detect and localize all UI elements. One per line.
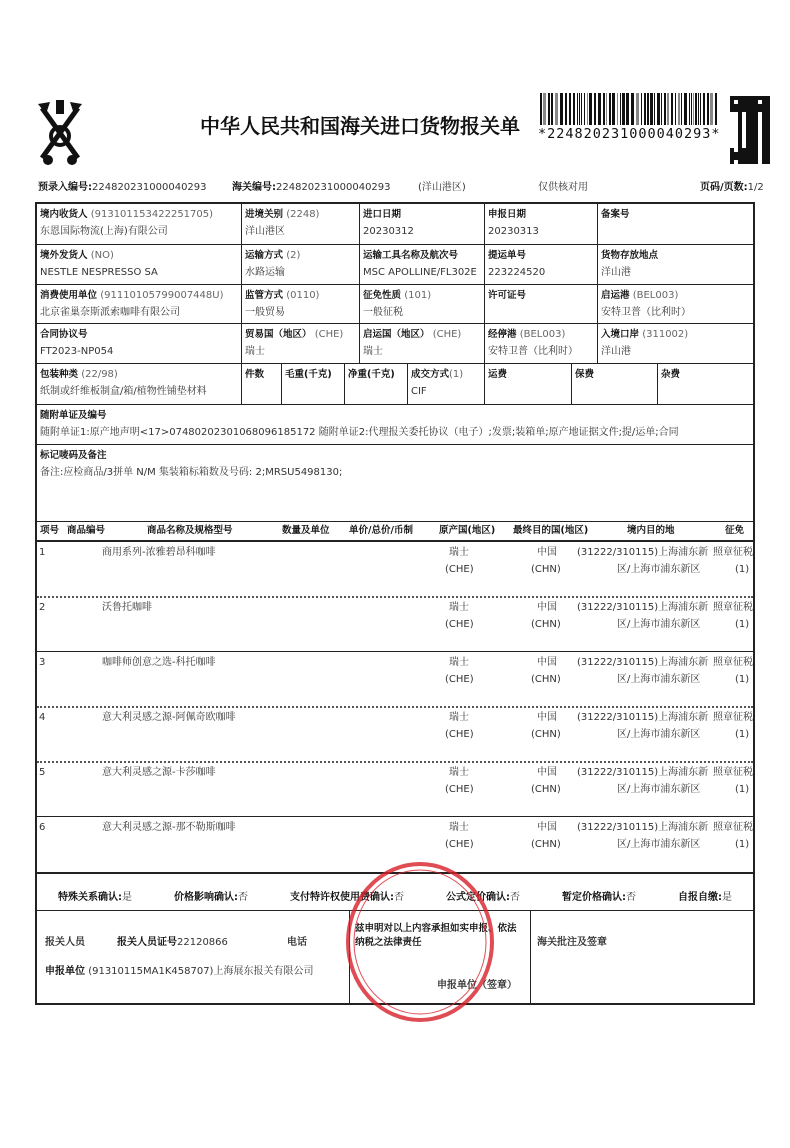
code: (101): [404, 290, 432, 301]
label: 运输工具名称及航次号: [363, 250, 459, 261]
form-title: 中华人民共和国海关进口货物报关单: [200, 114, 520, 138]
item-destination: 中国: [537, 657, 557, 668]
qr-code-icon: [730, 96, 770, 164]
barcode-text: *224820231000040293*: [538, 126, 721, 142]
item-destination-code: (CHN): [531, 674, 561, 685]
item-domestic-dest: (31222/310115)上海浦东新: [577, 657, 709, 668]
page-number: 1/2: [747, 182, 764, 193]
label: 入境口岸: [601, 329, 640, 340]
stop-port-value: 安特卫普（比利时）: [488, 346, 578, 357]
formula-price-label: 公式定价确认:: [446, 892, 510, 903]
code: (BEL003): [519, 329, 566, 340]
customs-no-label: 海关编号:: [232, 182, 276, 193]
code: (0110): [286, 290, 320, 301]
item-origin-code: (CHE): [445, 729, 474, 740]
label: 成交方式: [411, 369, 450, 380]
col-quantity: 数量及单位: [282, 525, 330, 536]
self-payment-label: 自报自缴:: [678, 892, 722, 903]
item-origin: 瑞士: [449, 822, 469, 833]
label: 运费: [488, 369, 508, 380]
declaration-table: [35, 202, 755, 1005]
import-date-cell: [360, 204, 485, 245]
item-domestic-dest-2: 区/上海市浦东新区: [617, 784, 701, 795]
declare-date-cell: [485, 204, 598, 245]
declaring-unit-code: (91310115MA1K458707): [88, 966, 214, 977]
consignor-value: NESTLE NESPRESSO SA: [40, 267, 158, 278]
special-relation-label: 特殊关系确认:: [58, 892, 122, 903]
bl-no-value: 223224520: [488, 267, 546, 278]
item-destination: 中国: [537, 767, 557, 778]
barcode-icon: [540, 93, 720, 125]
item-levy: 照章征税: [713, 712, 753, 723]
col-price: 单价/总价/币制: [349, 525, 413, 536]
check-only-note: 仅供核对用: [538, 182, 588, 193]
col-levy: 征免: [725, 525, 745, 536]
pre-entry-no: 224820231000040293: [92, 182, 207, 193]
misc-fee-cell: [658, 364, 753, 405]
supervision-value: 一般贸易: [245, 307, 285, 318]
license-cell: [485, 285, 598, 324]
item-destination: 中国: [537, 822, 557, 833]
declaration-statement: 兹申明对以上内容承担如实申报、依法纳税之法律责任: [355, 923, 517, 948]
item-origin-code: (CHE): [445, 784, 474, 795]
item-domestic-dest-2: 区/上海市浦东新区: [617, 619, 701, 630]
item-name: 沃鲁托咖啡: [102, 602, 152, 613]
label: 随附单证及编号: [40, 410, 107, 421]
label: 许可证号: [488, 290, 527, 301]
item-no: 3: [39, 657, 46, 668]
item-row: [37, 817, 753, 872]
code: (NO): [90, 250, 114, 261]
seal-label: 申报单位（签章）: [437, 980, 517, 991]
item-levy: 照章征税: [713, 822, 753, 833]
customs-emblem-icon: [36, 98, 84, 168]
packaging-value: 纸制或纤维板制盒/箱/植物性铺垫材料: [40, 386, 207, 397]
entry-port-cell: [598, 324, 753, 364]
import-date-value: 20230312: [363, 226, 414, 237]
label: 消费使用单位: [40, 290, 98, 301]
item-row: [37, 652, 753, 707]
code: (913101153422251705): [90, 209, 214, 220]
item-levy-code: (1): [735, 729, 750, 740]
col-code: 商品编号: [67, 525, 106, 536]
item-domestic-dest: (31222/310115)上海浦东新: [577, 547, 709, 558]
code: (2248): [286, 209, 320, 220]
label: 运输方式: [245, 250, 284, 261]
item-destination-code: (CHN): [531, 619, 561, 630]
label: 境内收货人: [40, 209, 88, 220]
levy-cell: [360, 285, 485, 324]
code: (CHE): [314, 329, 344, 340]
item-levy: 照章征税: [713, 657, 753, 668]
customs-no: 224820231000040293: [276, 182, 391, 193]
supervision-cell: [242, 285, 360, 324]
entry-port-value: 洋山港: [601, 346, 631, 357]
page-label: 页码/页数:: [700, 182, 748, 193]
col-item-no: 项号: [40, 525, 60, 536]
col-destination: 最终目的国(地区): [513, 525, 589, 536]
item-origin-code: (CHE): [445, 564, 474, 575]
item-levy-code: (1): [735, 839, 750, 850]
item-row: [37, 542, 753, 597]
label: 合同协议号: [40, 329, 88, 340]
divider: [530, 911, 531, 1003]
bl-no-cell: [485, 245, 598, 285]
col-domestic-dest: 境内目的地: [627, 525, 675, 536]
documents-value: 随附单证1:原产地声明<17>07480202301068096185172 随附单证2:代理报关委托协议（电子）;发票;装箱单;原产地证据文件;提/运单;合同: [40, 427, 679, 438]
label: 启运港: [601, 290, 630, 301]
label: 启运国（地区）: [363, 329, 430, 340]
insurance-cell: [572, 364, 658, 405]
phone-label: 电话: [287, 937, 307, 948]
item-destination-code: (CHN): [531, 839, 561, 850]
item-origin: 瑞士: [449, 767, 469, 778]
record-no-cell: [598, 204, 753, 245]
item-domestic-dest-2: 区/上海市浦东新区: [617, 729, 701, 740]
item-no: 2: [39, 602, 46, 613]
item-domestic-dest-2: 区/上海市浦东新区: [617, 564, 701, 575]
item-domestic-dest: (31222/310115)上海浦东新: [577, 712, 709, 723]
item-name: 意大利灵感之源-卡莎咖啡: [102, 767, 216, 778]
item-origin-code: (CHE): [445, 674, 474, 685]
freight-cell: [485, 364, 572, 405]
item-domestic-dest: (31222/310115)上海浦东新: [577, 602, 709, 613]
item-destination: 中国: [537, 602, 557, 613]
divider: [349, 911, 350, 1003]
item-domestic-dest-2: 区/上海市浦东新区: [617, 674, 701, 685]
col-name: 商品名称及规格型号: [147, 525, 233, 536]
code: (BEL003): [632, 290, 679, 301]
contract-value: FT2023-NP054: [40, 346, 114, 357]
special-relation-value: 是: [122, 892, 132, 903]
item-origin-code: (CHE): [445, 619, 474, 630]
item-no: 4: [39, 712, 46, 723]
divider: [37, 872, 753, 874]
royalty-value: 否: [394, 892, 404, 903]
self-payment-value: 是: [722, 892, 732, 903]
item-levy: 照章征税: [713, 547, 753, 558]
item-domestic-dest: (31222/310115)上海浦东新: [577, 822, 709, 833]
levy-value: 一般征税: [363, 307, 403, 318]
stop-port-cell: [485, 324, 598, 364]
item-levy: 照章征税: [713, 602, 753, 613]
item-no: 1: [39, 547, 46, 558]
label: 备案号: [601, 209, 630, 220]
entry-customs-value: 洋山港区: [245, 226, 285, 237]
marks-value: 备注:应检商品/3拼单 N/M 集装箱标箱数及号码: 2;MRSU5498130;: [40, 467, 343, 478]
item-levy-code: (1): [735, 674, 750, 685]
royalty-label: 支付特许权使用费确认:: [290, 892, 394, 903]
label: 申报日期: [488, 209, 527, 220]
transport-mode-cell: [242, 245, 360, 285]
label: 征免性质: [363, 290, 402, 301]
provisional-price-value: 否: [626, 892, 636, 903]
label: 境外发货人: [40, 250, 88, 261]
consumer-cell: [37, 285, 242, 324]
pieces-cell: [242, 364, 282, 405]
label: 贸易国（地区）: [245, 329, 312, 340]
item-destination: 中国: [537, 547, 557, 558]
item-levy-code: (1): [735, 564, 750, 575]
provisional-price-label: 暂定价格确认:: [562, 892, 626, 903]
label: 净重(千克): [348, 369, 395, 380]
declaring-unit-name: 上海展东报关有限公司: [213, 966, 314, 977]
item-no: 6: [39, 822, 46, 833]
deal-mode-cell: [408, 364, 485, 405]
customs-office: (洋山港区): [418, 182, 466, 193]
declarant-label: 报关人员: [45, 937, 85, 948]
price-impact-label: 价格影响确认:: [174, 892, 238, 903]
item-domestic-dest: (31222/310115)上海浦东新: [577, 767, 709, 778]
declarant-id-value: 22120866: [177, 937, 228, 948]
origin-country-cell: [360, 324, 485, 364]
item-row: [37, 707, 753, 762]
item-name: 商用系列-浓雅碧昂科咖啡: [102, 547, 216, 558]
item-origin: 瑞士: [449, 712, 469, 723]
documents-cell: [37, 405, 753, 445]
item-name: 意大利灵感之源-那不勒斯咖啡: [102, 822, 236, 833]
code: (1): [449, 369, 464, 380]
item-row: [37, 597, 753, 652]
consignor-cell: [37, 245, 242, 285]
declaring-unit-label: 申报单位: [45, 966, 85, 977]
item-destination-code: (CHN): [531, 784, 561, 795]
departure-port-value: 安特卫普（比利时）: [601, 307, 691, 318]
label: 进境关别: [245, 209, 284, 220]
deal-mode-value: CIF: [411, 386, 427, 397]
customs-note-label: 海关批注及签章: [537, 937, 607, 948]
declare-date-value: 20230313: [488, 226, 539, 237]
consignee-value: 东恩国际物流(上海)有限公司: [40, 226, 168, 237]
trade-country-value: 瑞士: [245, 346, 265, 357]
code: (2): [286, 250, 301, 261]
origin-country-value: 瑞士: [363, 346, 383, 357]
code: (22/98): [81, 369, 118, 380]
vessel-cell: [360, 245, 485, 285]
label: 提运单号: [488, 250, 527, 261]
label: 标记唛码及备注: [40, 450, 107, 461]
price-impact-value: 否: [238, 892, 248, 903]
label: 经停港: [488, 329, 517, 340]
net-weight-cell: [345, 364, 408, 405]
formula-price-value: 否: [510, 892, 520, 903]
label: 货物存放地点: [601, 250, 659, 261]
label: 件数: [245, 369, 265, 380]
consignee-cell: [37, 204, 242, 245]
label: 毛重(千克): [285, 369, 332, 380]
contract-cell: [37, 324, 242, 364]
code: (CHE): [432, 329, 462, 340]
pre-entry-label: 预录入编号:: [38, 182, 92, 193]
trade-country-cell: [242, 324, 360, 364]
consumer-value: 北京雀巢奈斯派索咖啡有限公司: [40, 307, 180, 318]
packaging-cell: [37, 364, 242, 405]
label: 进口日期: [363, 209, 402, 220]
label: 保费: [575, 369, 595, 380]
code: (311002): [642, 329, 689, 340]
vessel-value: MSC APOLLINE/FL302E: [363, 267, 477, 278]
col-origin: 原产国(地区): [439, 525, 496, 536]
gross-weight-cell: [282, 364, 345, 405]
code: (91110105799007448U): [100, 290, 224, 301]
storage-value: 洋山港: [601, 267, 631, 278]
item-origin: 瑞士: [449, 657, 469, 668]
confirmation-row: [37, 888, 753, 903]
declarant-id-label: 报关人员证号: [117, 937, 177, 948]
item-name: 咖啡师创意之选-科托咖啡: [102, 657, 216, 668]
item-levy: 照章征税: [713, 767, 753, 778]
item-domestic-dest-2: 区/上海市浦东新区: [617, 839, 701, 850]
item-origin: 瑞士: [449, 602, 469, 613]
label: 杂费: [661, 369, 681, 380]
marks-cell: [37, 445, 753, 522]
item-destination-code: (CHN): [531, 729, 561, 740]
item-name: 意大利灵感之源-阿佩奇欧咖啡: [102, 712, 236, 723]
item-origin-code: (CHE): [445, 839, 474, 850]
item-levy-code: (1): [735, 619, 750, 630]
item-origin: 瑞士: [449, 547, 469, 558]
item-row: [37, 762, 753, 817]
item-no: 5: [39, 767, 46, 778]
label: 包装种类: [40, 369, 79, 380]
item-levy-code: (1): [735, 784, 750, 795]
storage-cell: [598, 245, 753, 285]
divider: [37, 910, 753, 911]
transport-mode-value: 水路运输: [245, 267, 285, 278]
departure-port-cell: [598, 285, 753, 324]
item-destination: 中国: [537, 712, 557, 723]
item-destination-code: (CHN): [531, 564, 561, 575]
entry-customs-cell: [242, 204, 360, 245]
label: 监管方式: [245, 290, 284, 301]
